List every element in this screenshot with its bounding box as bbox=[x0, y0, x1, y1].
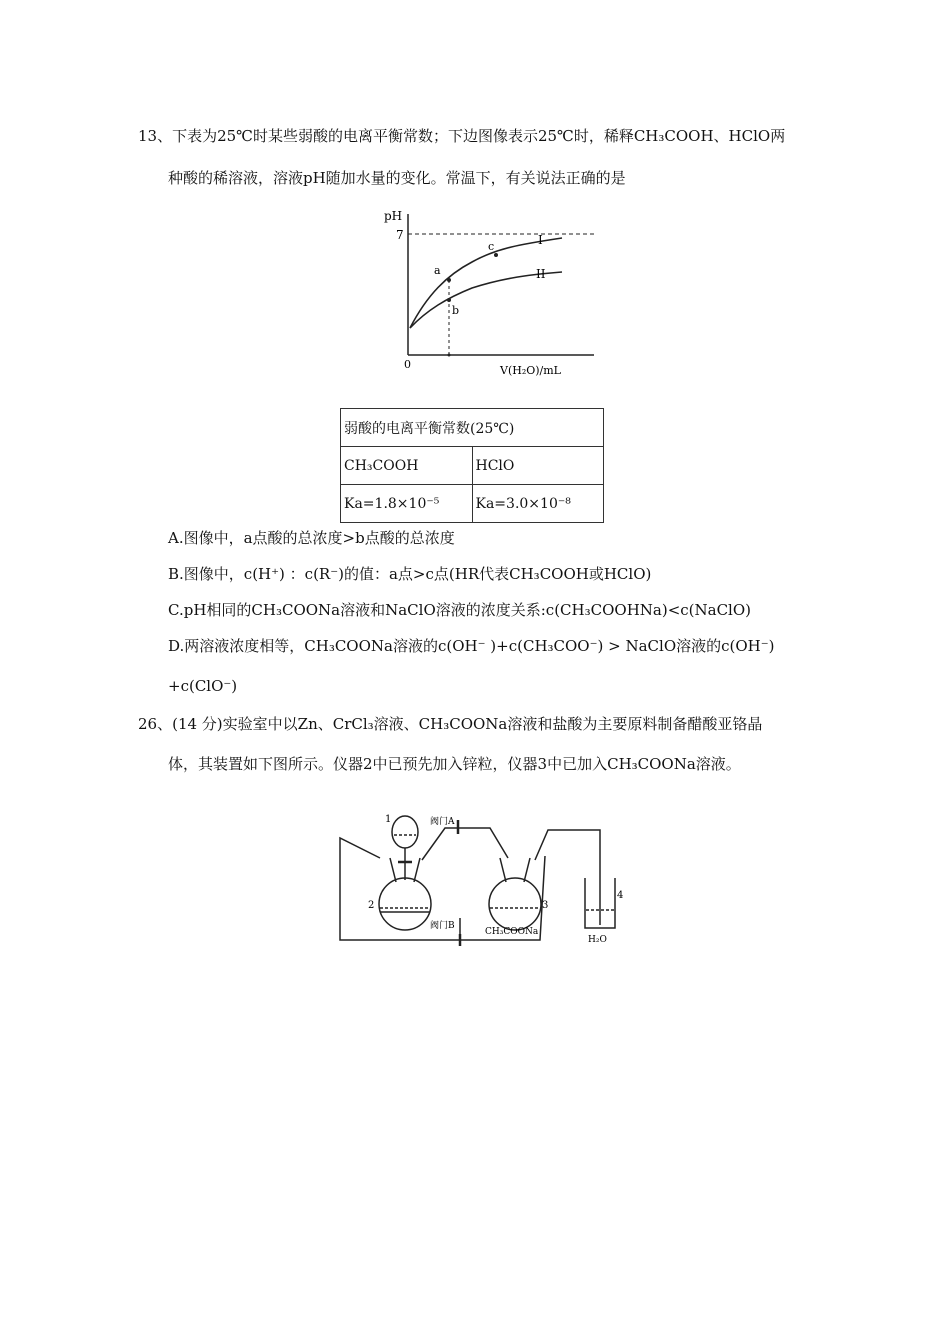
point-a-dot bbox=[447, 278, 451, 282]
table-acid-1: CH₃COOH bbox=[341, 447, 473, 485]
x-axis-label: V(H₂O)/mL bbox=[500, 364, 561, 377]
option-b: B.图像中，c(H⁺) ：c(R⁻)的值：a点>c点(HR代表CH₃COOH或HClO) bbox=[168, 565, 652, 583]
point-c-label: c bbox=[488, 240, 495, 253]
beaker-content-label: H₂O bbox=[588, 935, 607, 945]
ionization-constant-table bbox=[340, 408, 604, 523]
curve-I-label: I bbox=[538, 233, 543, 247]
point-a-label: a bbox=[434, 264, 441, 277]
point-c-dot bbox=[494, 253, 498, 257]
label-1: 1 bbox=[385, 814, 392, 825]
flask-3 bbox=[489, 878, 541, 930]
question-13-line-1: 13、下表为25℃时某些弱酸的电离平衡常数；下边图像表示25℃时，稀释CH₃COOH、HClO两 bbox=[138, 127, 786, 145]
label-2: 2 bbox=[368, 900, 375, 911]
origin-label: 0 bbox=[404, 358, 411, 371]
table-ka-2: Ka=3.0×10⁻⁸ bbox=[472, 485, 604, 523]
point-b-dot bbox=[447, 298, 451, 302]
ph-dilution-graph bbox=[372, 200, 612, 384]
label-4: 4 bbox=[617, 890, 624, 901]
option-d: D.两溶液浓度相等，CH₃COONa溶液的c(OH⁻ )+c(CH₃COO⁻) > NaClO溶液的c(OH⁻) bbox=[168, 637, 775, 655]
table-ka-1: Ka=1.8×10⁻⁵ bbox=[341, 485, 473, 523]
flask-2 bbox=[379, 878, 431, 930]
table-acid-2: HClO bbox=[472, 447, 604, 485]
option-a: A.图像中，a点酸的总浓度>b点酸的总浓度 bbox=[168, 529, 455, 547]
connecting-tube-a bbox=[422, 828, 508, 860]
option-c: C.pH相同的CH₃COONa溶液和NaClO溶液的浓度关系:c(CH₃COOHNa)<c(NaClO) bbox=[168, 601, 752, 619]
apparatus-diagram bbox=[330, 800, 630, 950]
curve-II-label: II bbox=[536, 267, 546, 281]
label-3: 3 bbox=[542, 900, 549, 911]
curve-I bbox=[410, 238, 562, 328]
valve-a-label: 阀门A bbox=[430, 817, 455, 827]
table-header: 弱酸的电离平衡常数(25℃) bbox=[341, 409, 604, 447]
dropping-funnel-1 bbox=[392, 816, 418, 848]
question-13-line-2: 种酸的稀溶液，溶液pH随加水量的变化。常温下，有关说法正确的是 bbox=[168, 169, 626, 187]
y-axis-label: pH bbox=[384, 209, 403, 223]
option-d-continued: +c(ClO⁻) bbox=[168, 677, 238, 695]
question-26-line-1: 26、(14 分)实验室中以Zn、CrCl₃溶液、CH₃COONa溶液和盐酸为主要原料制备醋酸亚铬晶 bbox=[138, 715, 763, 733]
y-tick-7: 7 bbox=[396, 228, 404, 242]
question-26-line-2: 体，其装置如下图所示。仪器2中已预先加入锌粒，仪器3中已加入CH₃COONa溶液。 bbox=[168, 755, 741, 773]
flask-3-content-label: CH₃COONa bbox=[485, 927, 539, 937]
valve-b-label: 阀门B bbox=[430, 921, 455, 931]
point-b-label: b bbox=[452, 304, 460, 317]
